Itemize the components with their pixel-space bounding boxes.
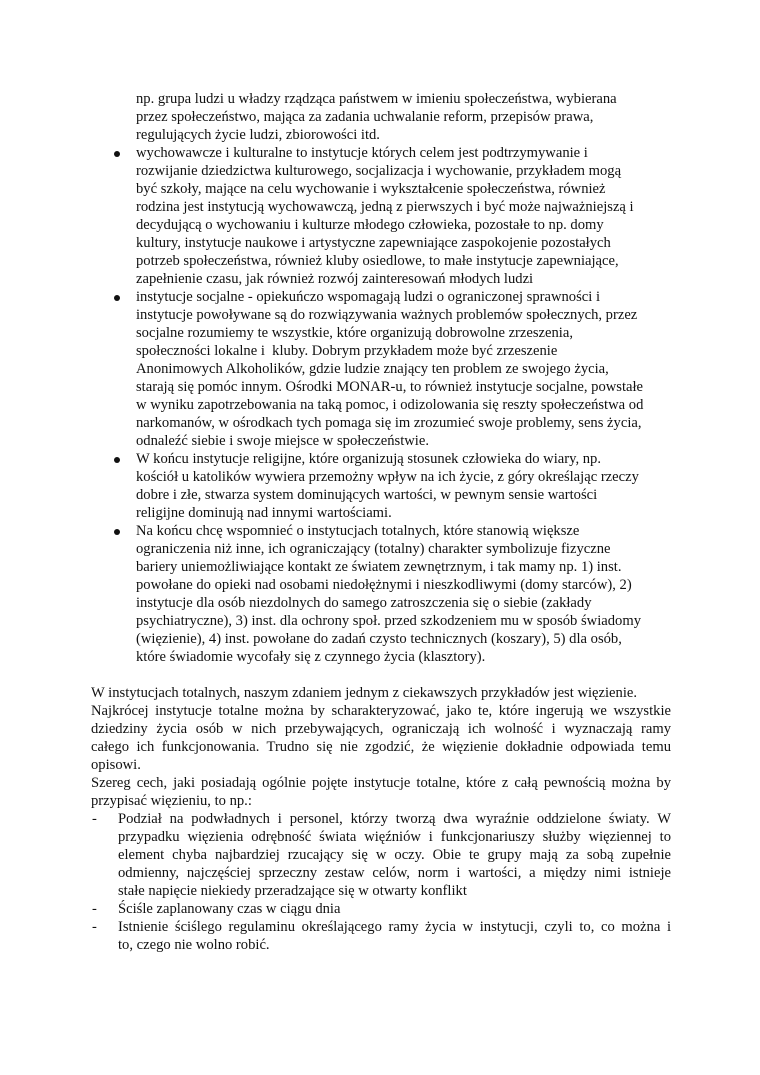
text-line: dobre i złe, stwarza system dominujących wartości, w pewnym sensie wartości xyxy=(136,487,598,503)
bullet-icon xyxy=(114,151,120,157)
text-line: rozwijanie dziedzictwa kulturowego, socjalizacja i wychowanie, przykładem mogą xyxy=(136,163,622,179)
text-line: kultury, instytucje naukowe i artystyczne zapewniające zaspokojenie pozostałych xyxy=(136,235,611,251)
text-line: np. grupa ludzi u władzy rządząca państwem w imieniu społeczeństwa, wybierana xyxy=(136,91,617,107)
text-line: Na końcu chcę wspomnieć o instytucjach totalnych, które stanowią większe xyxy=(136,523,580,539)
text-line: starają się pomóc innym. Ośrodki MONAR-u, to również instytucje socjalne, powstałe xyxy=(136,379,644,395)
text-line: instytucje dla osób niezdolnych do samego zatroszczenia się o siebie (zakłady xyxy=(136,595,592,611)
text-line: dziedziny życia osób w nich przebywających, ograniczają ich wolność i wyznaczają ramy xyxy=(91,721,671,737)
text-line: W końcu instytucje religijne, które organizują stosunek człowieka do wiary, np. xyxy=(136,451,601,467)
text-line: które świadomie wycofały się z czynnego życia (klasztory). xyxy=(136,649,486,665)
text-line: rodzina jest instytucją wychowawczą, jedną z pierwszych i być może najważniejszą i xyxy=(136,199,634,215)
text-line: Anonimowych Alkoholików, gdzie ludzie znający ten problem ze swojego życia, xyxy=(136,361,609,377)
text-line: religijne dominują nad innymi wartościami. xyxy=(136,505,392,521)
text-line: (więzienie), 4) inst. powołane do zadań czysto technicznych (koszary), 5) dla osób, xyxy=(136,631,622,647)
text-line: przypisać więzieniu, to np.: xyxy=(91,793,252,809)
bullet-icon xyxy=(114,457,120,463)
text-line: potrzeb społeczeństwa, również kluby osiedlowe, to małe instytucje zapewniające, xyxy=(136,253,619,269)
text-line: narkomanów, w ośrodkach tych pomaga się im zrozumieć swoje problemy, sens życia, xyxy=(136,415,642,431)
text-line: Najkrócej instytucje totalne można by scharakteryzować, jako te, które ingerują we wszystkie xyxy=(91,703,671,719)
text-line: Ściśle zaplanowany czas w ciągu dnia xyxy=(118,901,341,917)
text-line: instytucje socjalne - opiekuńczo wspomagają ludzi o ograniczonej sprawności i xyxy=(136,289,601,305)
text-line: przypadku więzienia odrębność świata więźniów i funkcjonariuszy służby więziennej to xyxy=(118,829,671,845)
dash-bullet: - xyxy=(92,811,97,827)
bullet-icon xyxy=(114,529,120,535)
bullet-icon xyxy=(114,295,120,301)
text-line: socjalne rozumiemy te wszystkie, które organizują dobrowolne zrzeszenia, xyxy=(136,325,573,341)
dash-bullet: - xyxy=(92,919,97,935)
text-line: instytucje powoływane są do rozwiązywania ważnych problemów społecznych, przez xyxy=(136,307,638,323)
text-line: powołane do opieki nad osobami niedołężnymi i nieszkodliwymi (domy starców), 2) xyxy=(136,577,632,593)
text-line: odmienny, najczęściej sprzeczny zestaw celów, norm i wartości, a między nimi istnieje xyxy=(118,865,671,881)
text-line: W instytucjach totalnych, naszym zdaniem jednym z ciekawszych przykładów jest więzienie. xyxy=(91,685,637,701)
text-line: zapełnienie czasu, jak również rozwój zainteresowań młodych ludzi xyxy=(136,271,534,287)
text-line: regulujących życie ludzi, zbiorowości itd. xyxy=(136,127,380,143)
text-line: stałe napięcie niekiedy przeradzające się w otwarty konflikt xyxy=(118,883,467,899)
dash-bullet: - xyxy=(92,901,97,917)
text-line: być szkoły, mające na celu wychowanie i wykształcenie społeczeństwa, również xyxy=(136,181,606,197)
text-line: Istnienie ściślego regulaminu określającego ramy życia w instytucji, czyli to, co można i xyxy=(118,919,671,935)
text-line: odnaleźć siebie i swoje miejsce w społeczeństwie. xyxy=(136,433,429,449)
text-line: opisowi. xyxy=(91,757,141,773)
text-line: wychowawcze i kulturalne to instytucje których celem jest podtrzymywanie i xyxy=(136,145,588,161)
text-line: Podział na podwładnych i personel, którzy tworzą dwa wyraźnie oddzielone światy. W xyxy=(118,811,671,827)
text-line: bariery uniemożliwiające kontakt ze światem zewnętrznym, i tak mamy np. 1) inst. xyxy=(136,559,622,575)
text-line: decydującą o wychowaniu i kulturze młodego człowieka, pozostałe to np. domy xyxy=(136,217,604,233)
text-line: Szereg cech, jaki posiadają ogólnie pojęte instytucje totalne, które z całą pewnością można by xyxy=(91,775,671,791)
text-line: całego ich funkcjonowania. Trudno się nie zgodzić, że więzienie dokładnie odpowiada temu xyxy=(91,739,671,755)
text-line: przez społeczeństwo, mająca za zadania uchwalanie reform, przepisów prawa, xyxy=(136,109,594,125)
text-line: w wyniku zapotrzebowania na taką pomoc, i odizolowania się reszty społeczeństwa od xyxy=(136,397,644,413)
text-line: to, czego nie wolno robić. xyxy=(118,937,270,953)
text-line: element chyba najbardziej rzucający się w oczy. Obie te grupy mają za sobą zupełnie xyxy=(118,847,671,863)
text-line: kościół u katolików wywiera przemożny wpływ na ich życie, z góry określając rzeczy xyxy=(136,469,639,485)
text-line: społeczności lokalne i kluby. Dobrym przykładem może być zrzeszenie xyxy=(136,343,558,359)
text-line: psychiatryczne), 3) inst. dla ochrony społ. przed szkodzeniem mu w sposób świadomy xyxy=(136,613,641,629)
text-line: ograniczenia niż inne, ich ograniczający (totalny) charakter symbolizuje fizyczne xyxy=(136,541,611,557)
